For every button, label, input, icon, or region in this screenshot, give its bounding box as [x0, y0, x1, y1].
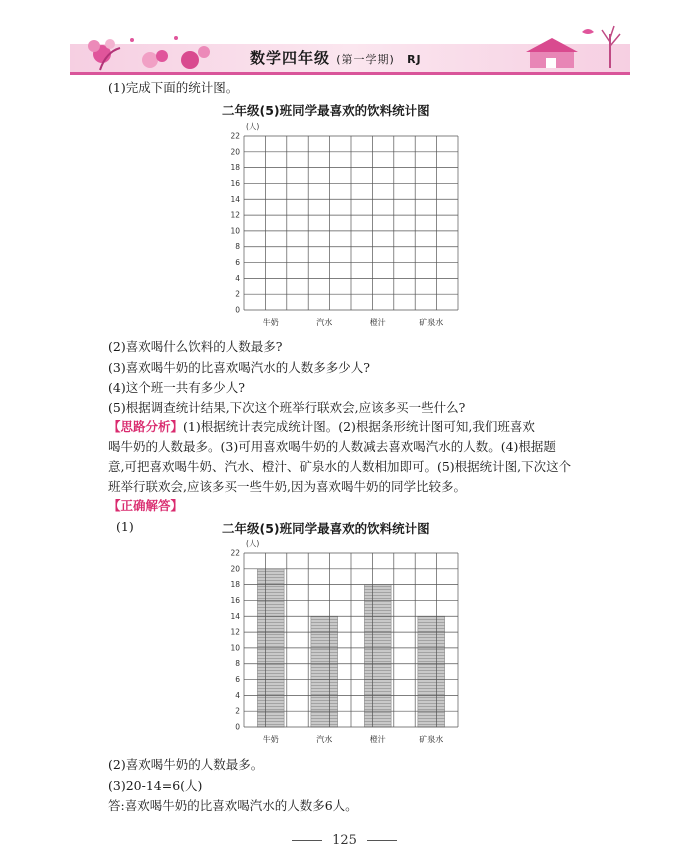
- footer-dash: [367, 840, 397, 841]
- analysis-line: 意,可把喜欢喝牛奶、汽水、橙汁、矿泉水的人数相加即可。(5)根据统计图,下次这个: [108, 459, 572, 474]
- y-tick-label: 2: [235, 289, 240, 299]
- footer-dash: [292, 840, 322, 841]
- y-tick-label: 10: [230, 226, 240, 236]
- blank-bar-chart: [220, 118, 470, 330]
- analysis-line: (1)根据统计表完成统计图。(2)根据条形统计图可知,我们班喜欢: [183, 419, 535, 434]
- y-tick-label: 20: [230, 564, 240, 574]
- y-tick-label: 4: [235, 690, 240, 700]
- y-tick-label: 8: [235, 242, 240, 252]
- y-tick-label: 6: [235, 258, 240, 268]
- analysis-paragraph: [108, 417, 620, 497]
- y-tick-label: 12: [230, 627, 240, 637]
- answer-line-2: (2)喜欢喝牛奶的人数最多。: [108, 757, 264, 772]
- y-tick-label: 20: [230, 147, 240, 157]
- y-tick-label: 0: [235, 722, 240, 732]
- y-unit-label: (人): [246, 122, 260, 131]
- y-tick-label: 8: [235, 659, 240, 669]
- y-tick-label: 16: [230, 595, 240, 605]
- header-title: [250, 47, 422, 68]
- analysis-tag: 【思路分析】: [108, 419, 184, 434]
- analysis-line: 喝牛奶的人数最多。(3)可用喜欢喝牛奶的人数减去喜欢喝汽水的人数。(4)根据题: [108, 439, 556, 454]
- analysis-line: 班举行联欢会,应该多买一些牛奶,因为喜欢喝牛奶的同学比较多。: [108, 479, 466, 494]
- y-unit-label: (人): [246, 539, 260, 548]
- question-4: (4)这个班一共有多少人?: [108, 380, 245, 395]
- y-tick-label: 6: [235, 675, 240, 685]
- y-tick-label: 4: [235, 273, 240, 283]
- y-tick-label: 2: [235, 706, 240, 716]
- page-header: [70, 30, 630, 74]
- bar-3: [364, 585, 391, 727]
- question-3: (3)喜欢喝牛奶的比喜欢喝汽水的人数多多少人?: [108, 360, 370, 375]
- question-2: (2)喜欢喝什么饮料的人数最多?: [108, 339, 283, 354]
- x-tick-label: 矿泉水: [419, 318, 444, 327]
- x-tick-label: 汽水: [316, 735, 333, 744]
- x-tick-label: 橙汁: [369, 318, 386, 327]
- y-tick-label: 16: [230, 178, 240, 188]
- y-tick-label: 18: [230, 163, 240, 173]
- book-title: 数学四年级: [250, 49, 331, 67]
- answer-line-3: (3)20-14=6(人): [108, 778, 203, 793]
- answer-tag: 【正确解答】: [108, 498, 184, 513]
- edition-label: RJ: [407, 53, 422, 66]
- flower-decoration-icon: [80, 30, 230, 74]
- bar-4: [418, 616, 445, 727]
- x-tick-label: 牛奶: [262, 318, 279, 327]
- y-tick-label: 12: [230, 210, 240, 220]
- answer-part1-label: (1): [116, 519, 134, 534]
- y-tick-label: 18: [230, 580, 240, 590]
- term-label: (第一学期): [336, 53, 395, 66]
- x-tick-label: 牛奶: [262, 735, 279, 744]
- x-tick-label: 汽水: [316, 318, 333, 327]
- y-tick-label: 14: [230, 611, 240, 621]
- y-tick-label: 22: [230, 131, 240, 141]
- y-tick-label: 14: [230, 194, 240, 204]
- q1-label: (1)完成下面的统计图。: [108, 80, 239, 95]
- page-number: 125: [332, 833, 357, 848]
- x-tick-label: 矿泉水: [419, 735, 444, 744]
- y-tick-label: 22: [230, 548, 240, 558]
- answer-bar-chart: [220, 535, 470, 747]
- page-footer: [0, 833, 689, 848]
- chart-answer-title: 二年级(5)班同学最喜欢的饮料统计图: [222, 521, 430, 536]
- bar-2: [311, 616, 338, 727]
- x-tick-label: 橙汁: [369, 735, 386, 744]
- y-tick-label: 10: [230, 643, 240, 653]
- answer-line-final: 答:喜欢喝牛奶的比喜欢喝汽水的人数多6人。: [108, 798, 358, 813]
- question-5: (5)根据调查统计结果,下次这个班举行联欢会,应该多买一些什么?: [108, 400, 466, 415]
- y-tick-label: 0: [235, 305, 240, 315]
- house-tree-decoration-icon: [510, 20, 630, 74]
- chart-blank-title: 二年级(5)班同学最喜欢的饮料统计图: [222, 103, 430, 118]
